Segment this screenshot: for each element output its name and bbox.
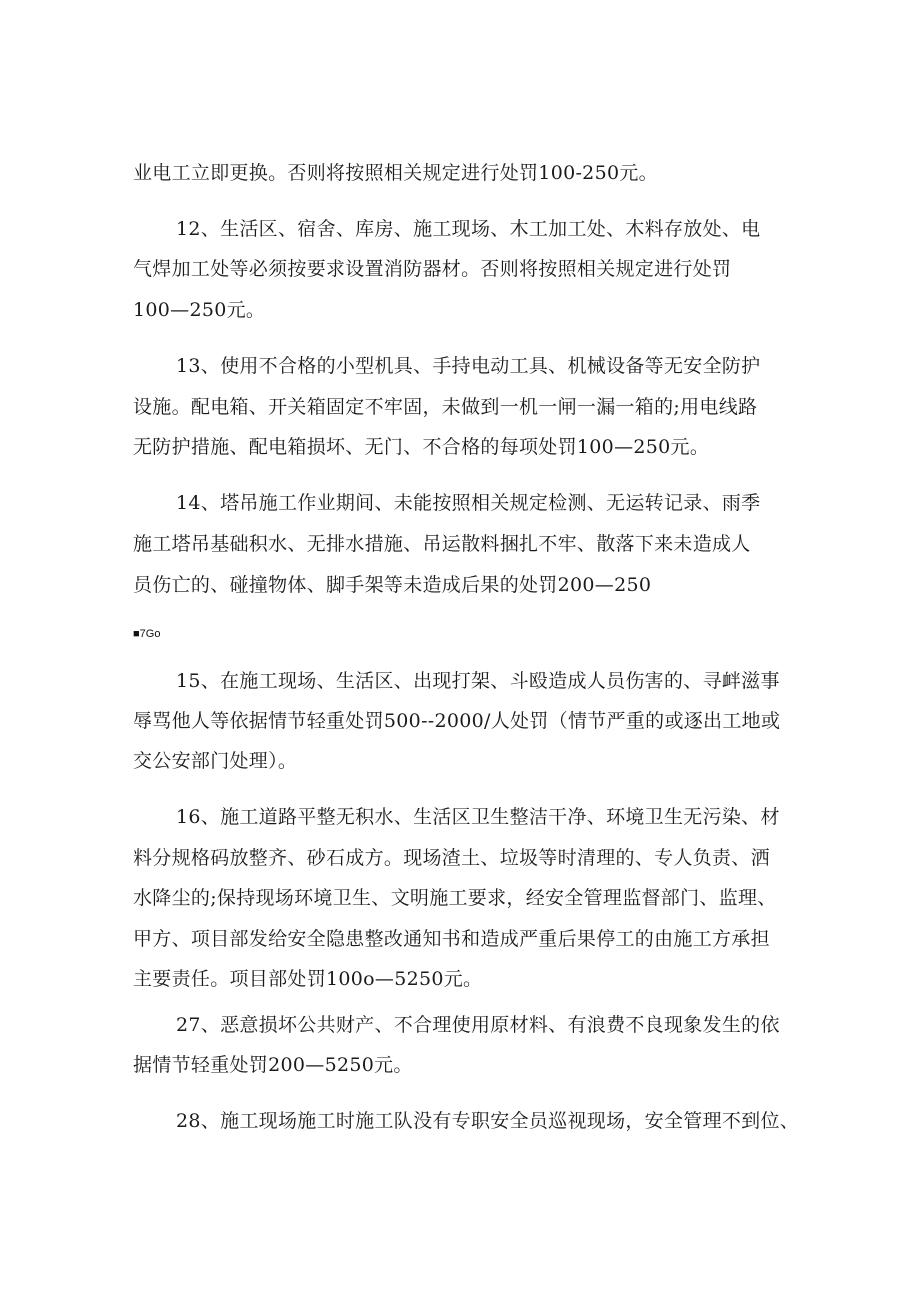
text-line-12: 辱骂他人等依据情节轻重处罚500--2000/人处罚（情节严重的或逐出工地或 [133,710,781,732]
text-line-13: 交公安部门处理）。 [133,750,298,772]
text-line-15: 料分规格码放整齐、砂石成方。现场渣土、垃圾等时清理的、专人负责、洒 [133,847,770,869]
text-line-1: 业电工立即更换。否则将按照相关规定进行处罚100-250元。 [133,162,658,184]
page-marker: ■7Go [133,628,161,640]
text-line-10: 员伤亡的、碰撞物体、脚手架等未造成后果的处罚200—250 [133,574,652,596]
text-line-19: 27、恶意损坏公共财产、不合理使用原材料、有浪费不良现象发生的依 [176,1014,780,1036]
text-line-11: 15、在施工现场、生活区、出现打架、斗殴造成人员伤害的、寻衅滋事 [176,670,780,692]
text-line-5: 13、使用不合格的小型机具、手持电动工具、机械设备等无安全防护 [176,355,761,377]
text-line-17: 甲方、项目部发给安全隐患整改通知书和造成严重后果停工的由施工方承担 [133,928,770,950]
text-line-14: 16、施工道路平整无积水、生活区卫生整洁干净、环境卫生无污染、材 [176,806,780,828]
text-line-8: 14、塔吊施工作业期间、未能按照相关规定检测、无运转记录、雨季 [176,492,761,514]
text-line-4: 100—250元。 [133,299,266,321]
text-line-9: 施工塔吊基础积水、无排水措施、吊运散料捆扎不牢、散落下来未造成人 [133,533,751,555]
text-line-6: 设施。配电箱、开关箱固定不牢固，未做到一机一闸一漏一箱的;用电线路 [133,396,758,418]
text-line-7: 无防护措施、配电箱损坏、无门、不合格的每项处罚100—250元。 [133,436,710,458]
text-line-3: 气焊加工处等必须按要求设置消防器材。否则将按照相关规定进行处罚 [133,258,732,280]
text-line-21: 28、施工现场施工时施工队没有专职安全员巡视现场，安全管理不到位、 [176,1110,800,1132]
text-line-2: 12、生活区、宿舍、库房、施工现场、木工加工处、木料存放处、电 [176,218,761,240]
text-line-16: 水降尘的;保持现场环境卫生、文明施工要求，经安全管理监督部门、监理、 [133,887,777,909]
text-line-18: 主要责任。项目部处罚100o—5250元。 [133,968,483,990]
text-line-20: 据情节轻重处罚200—5250元。 [133,1054,413,1076]
